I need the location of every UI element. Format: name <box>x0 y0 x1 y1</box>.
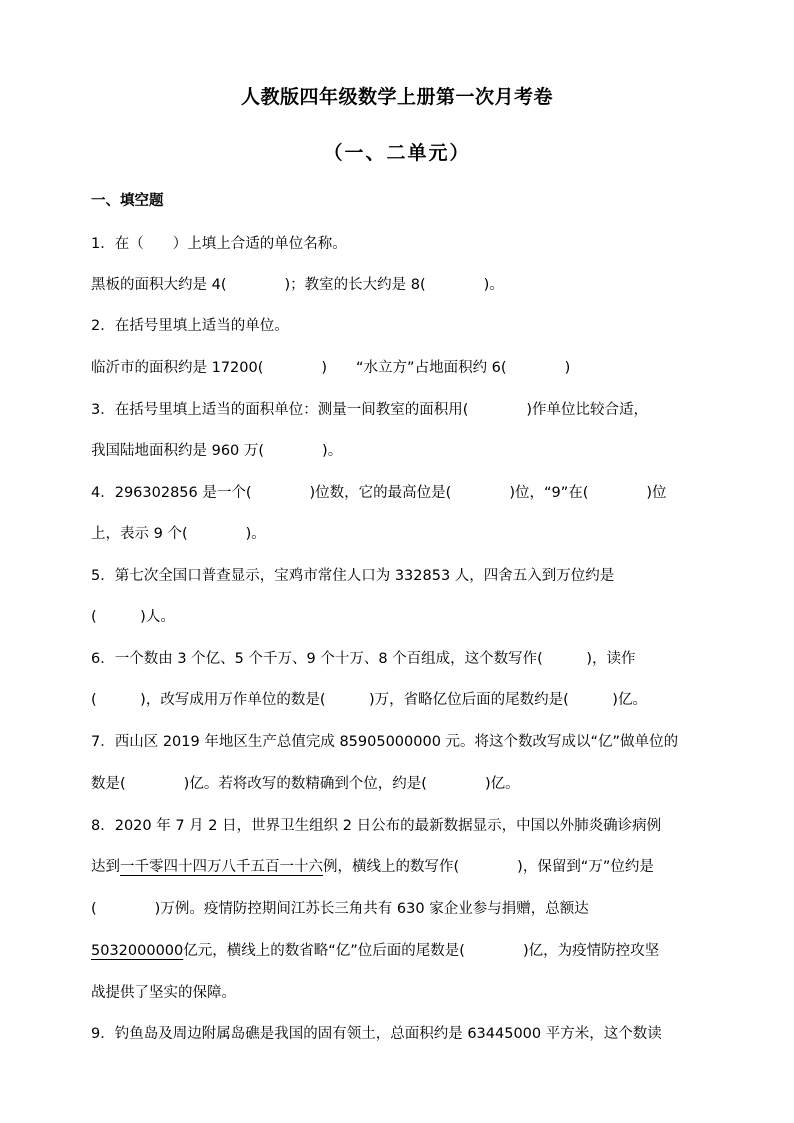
question-5-text: ( )人。 <box>91 609 175 625</box>
question-3: 3．在括号里填上适当的面积单位：测量一间教室的面积用( )作单位比较合适， <box>91 402 649 418</box>
question-3-text: 我国陆地面积约是 960 万( )。 <box>91 443 343 459</box>
question-4: 4．296302856 是一个( )位数，它的最高位是( )位，“9”在( )位 <box>91 485 667 501</box>
question-8-line-5: 战提供了坚实的保障。 <box>91 985 236 1001</box>
question-1: 1．在（ ）上填上合适的单位名称。 <box>91 236 347 252</box>
question-4-text: 上，表示 9 个( )。 <box>91 526 266 542</box>
page-title: 人教版四年级数学上册第一次月考卷 <box>240 86 553 108</box>
question-2: 2．在括号里填上适当的单位。 <box>91 318 289 334</box>
question-7-text: 数是( )亿。若将改写的数精确到个位，约是( )亿。 <box>91 776 520 792</box>
underlined-number-words: 一千零四十四万八千五百一十六 <box>120 859 323 875</box>
page-subtitle: （一、二单元） <box>323 142 471 164</box>
question-8-line-3: ( )万例。疫情防控期间江苏长三角共有 630 家企业参与捐赠，总额达 <box>91 901 589 917</box>
question-8-line-4-rest: 亿元，横线上的数省略“亿”位后面的尾数是( )亿，为疫情防控攻坚 <box>183 943 660 959</box>
section-heading: 一、填空题 <box>91 193 164 209</box>
question-2-text: 临沂市的面积约是 17200( ) “水立方”占地面积约 6( ) <box>91 360 571 376</box>
question-9: 9．钓鱼岛及周边附属岛礁是我国的固有领土，总面积约是 63445000 平方米，这个数读 <box>91 1026 662 1042</box>
question-6-text: ( )，改写成用万作单位的数是( )万，省略亿位后面的尾数约是( )亿。 <box>91 692 647 708</box>
question-6: 6．一个数由 3 个亿、5 个千万、9 个十万、8 个百组成，这个数写作( )，读作 <box>91 651 636 667</box>
question-8-suffix: 例，横线上的数写作( )，保留到“万”位约是 <box>323 859 654 875</box>
question-5: 5．第七次全国口普查显示，宝鸡市常住人口为 332853 人，四舍五入到万位约是 <box>91 568 615 584</box>
question-8-prefix: 达到 <box>91 859 120 875</box>
question-8-line-4 <box>91 941 711 961</box>
question-1-text: 黑板的面积大约是 4( )；教室的长大约是 8( )。 <box>91 277 504 293</box>
underlined-number: 5032000000 <box>91 943 184 959</box>
question-7: 7．西山区 2019 年地区生产总值完成 85905000000 元。将这个数改写成以“亿”做单位的 <box>91 734 679 750</box>
question-8-line-2 <box>91 857 711 877</box>
question-8: 8．2020 年 7 月 2 日，世界卫生组织 2 日公布的最新数据显示，中国以外肺炎确诊病例 <box>91 818 662 834</box>
